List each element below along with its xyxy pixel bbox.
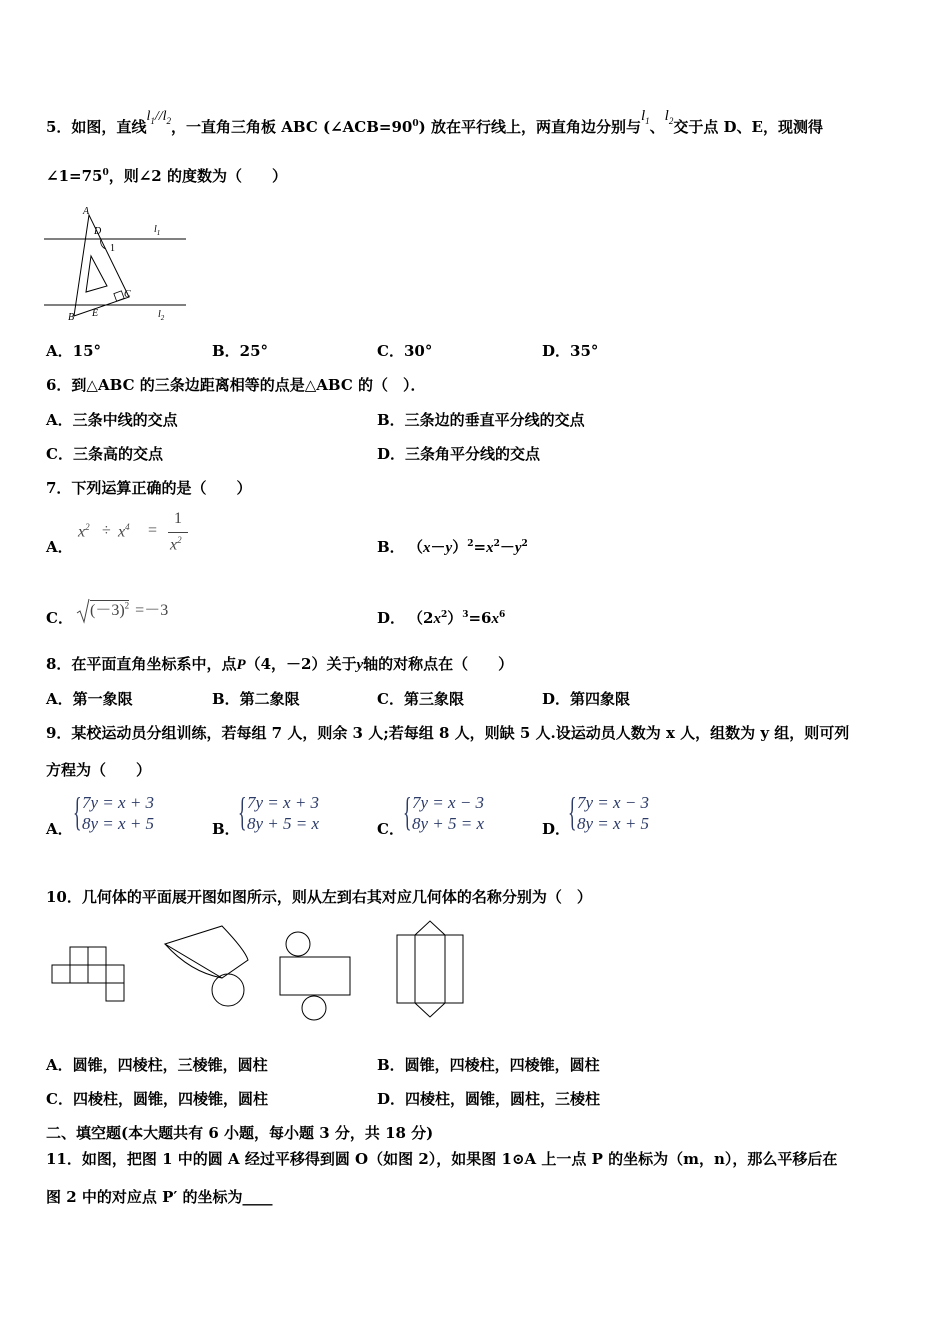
q10-stem: 10．几何体的平面展开图如图所示，则从左到右其对应几何体的名称分别为（ ） [46, 888, 592, 906]
q9-option-d-brace: { [568, 789, 577, 834]
q5-figure-label-l2: $l_2$ [158, 309, 165, 322]
q7-option-d-expr: $(2x^2)^3=6x^6$ [408, 609, 506, 627]
q6-option-c[interactable]: C．三条高的交点 [46, 445, 163, 463]
q5-figure-label-l1: $l_1$ [154, 224, 161, 237]
q10-figure-net-3 [276, 930, 366, 1025]
q5-option-a[interactable]: A．15° [46, 342, 102, 360]
q5-figure [44, 204, 194, 324]
q6-stem: 6．到△ABC 的三条边距离相等的点是△ABC 的（ ）． [46, 376, 426, 394]
q5-stem-line2: $\angle 1=75^0$，则∠2 的度数为（ ） [46, 167, 287, 185]
q9-option-d-system: 7y = x − 3 8y = x + 5 [577, 793, 650, 833]
q11-stem-line1: 11．如图，把图 1 中的圆 A 经过平移得到圆 O（如图 2），如果图 1⊙A 上一点 P 的坐标为（m，n），那么平移后在 [46, 1150, 838, 1168]
q9-option-b-brace: { [238, 789, 247, 834]
q7-option-c-expr: $(-3)^2 =-3$ [76, 597, 168, 624]
q9-option-c-brace: { [403, 789, 412, 834]
q9-option-b-label[interactable]: B． [212, 820, 240, 838]
q10-option-c[interactable]: C．四棱柱，圆锥，四棱锥，圆柱 [46, 1090, 268, 1108]
q6-option-a[interactable]: A．三条中线的交点 [46, 411, 178, 429]
q5-option-d[interactable]: D．35° [542, 342, 599, 360]
q10-figure-net-2 [160, 922, 260, 1007]
q6-option-b[interactable]: B．三条边的垂直平分线的交点 [377, 411, 585, 429]
section-2-heading: 二、填空题(本大题共有 6 小题，每小题 3 分，共 18 分) [46, 1124, 434, 1142]
q7-stem: 7．下列运算正确的是（ ） [46, 479, 252, 497]
q9-option-a-brace: { [73, 789, 82, 834]
q9-option-c-label[interactable]: C． [377, 820, 404, 838]
q9-option-c-system: 7y = x − 3 8y + 5 = x [412, 793, 485, 833]
q9-option-b-system: 7y = x + 3 8y + 5 = x [247, 793, 320, 833]
q5-figure-label-B: B [68, 312, 75, 323]
q5-stem-line1: 5．如图，直线$l_1//l_2$，一直角三角板 ABC $(\angle ACB=90^0)$ 放在平行线上，两直角边分别与$l_1$、$l_2$交于点 D、E，现测得 [46, 108, 823, 136]
q9-stem-line2: 方程为（ ） [46, 761, 152, 779]
q5-figure-label-D: D [94, 226, 102, 237]
q8-option-a[interactable]: A．第一象限 [46, 690, 133, 708]
q7-option-b-expr: $(x-y)^2=x^2-y^2$ [408, 538, 528, 556]
q10-option-a[interactable]: A．圆锥，四棱柱，三棱锥，圆柱 [46, 1056, 268, 1074]
q7-option-c-label[interactable]: C． [46, 609, 73, 627]
q9-stem-line1: 9．某校运动员分组训练，若每组 7 人，则余 3 人;若每组 8 人，则缺 5 人.设运动员人数为 x 人，组数为 y 组，则可列 [46, 724, 850, 742]
q5-figure-label-1: 1 [110, 243, 115, 254]
q5-figure-label-C: C [124, 289, 131, 300]
q7-option-a-expr: $x^2$ ÷ $x^4$ = 1 $x^2$ [78, 510, 198, 560]
q7-option-a-label[interactable]: A． [46, 538, 73, 556]
q5-option-b[interactable]: B．25° [212, 342, 269, 360]
q8-option-b[interactable]: B．第二象限 [212, 690, 300, 708]
q8-option-d[interactable]: D．第四象限 [542, 690, 631, 708]
q5-figure-label-E: E [92, 308, 99, 319]
q5-option-c[interactable]: C．30° [377, 342, 433, 360]
q10-option-b[interactable]: B．圆锥，四棱柱，四棱锥，圆柱 [377, 1056, 600, 1074]
q8-option-c[interactable]: C．第三象限 [377, 690, 464, 708]
q7-option-d-label[interactable]: D． [377, 609, 406, 627]
q10-figure-net-1 [50, 945, 140, 1020]
q10-option-d[interactable]: D．四棱柱，圆锥，圆柱，三棱柱 [377, 1090, 601, 1108]
q9-option-d-label[interactable]: D． [542, 820, 571, 838]
q11-stem-line2: 图 2 中的对应点 P′ 的坐标为____ [46, 1188, 273, 1206]
q9-option-a-system: 7y = x + 3 8y = x + 5 [82, 793, 155, 833]
q8-stem: 8．在平面直角坐标系中，点P（4，－2）关于y轴的对称点在（ ） [46, 655, 514, 673]
q5-figure-label-A: A [83, 206, 90, 217]
q10-figure-net-4 [393, 920, 473, 1020]
q6-option-d[interactable]: D．三条角平分线的交点 [377, 445, 541, 463]
q9-option-a-label[interactable]: A． [46, 820, 73, 838]
q7-option-b-label[interactable]: B． [377, 538, 405, 556]
